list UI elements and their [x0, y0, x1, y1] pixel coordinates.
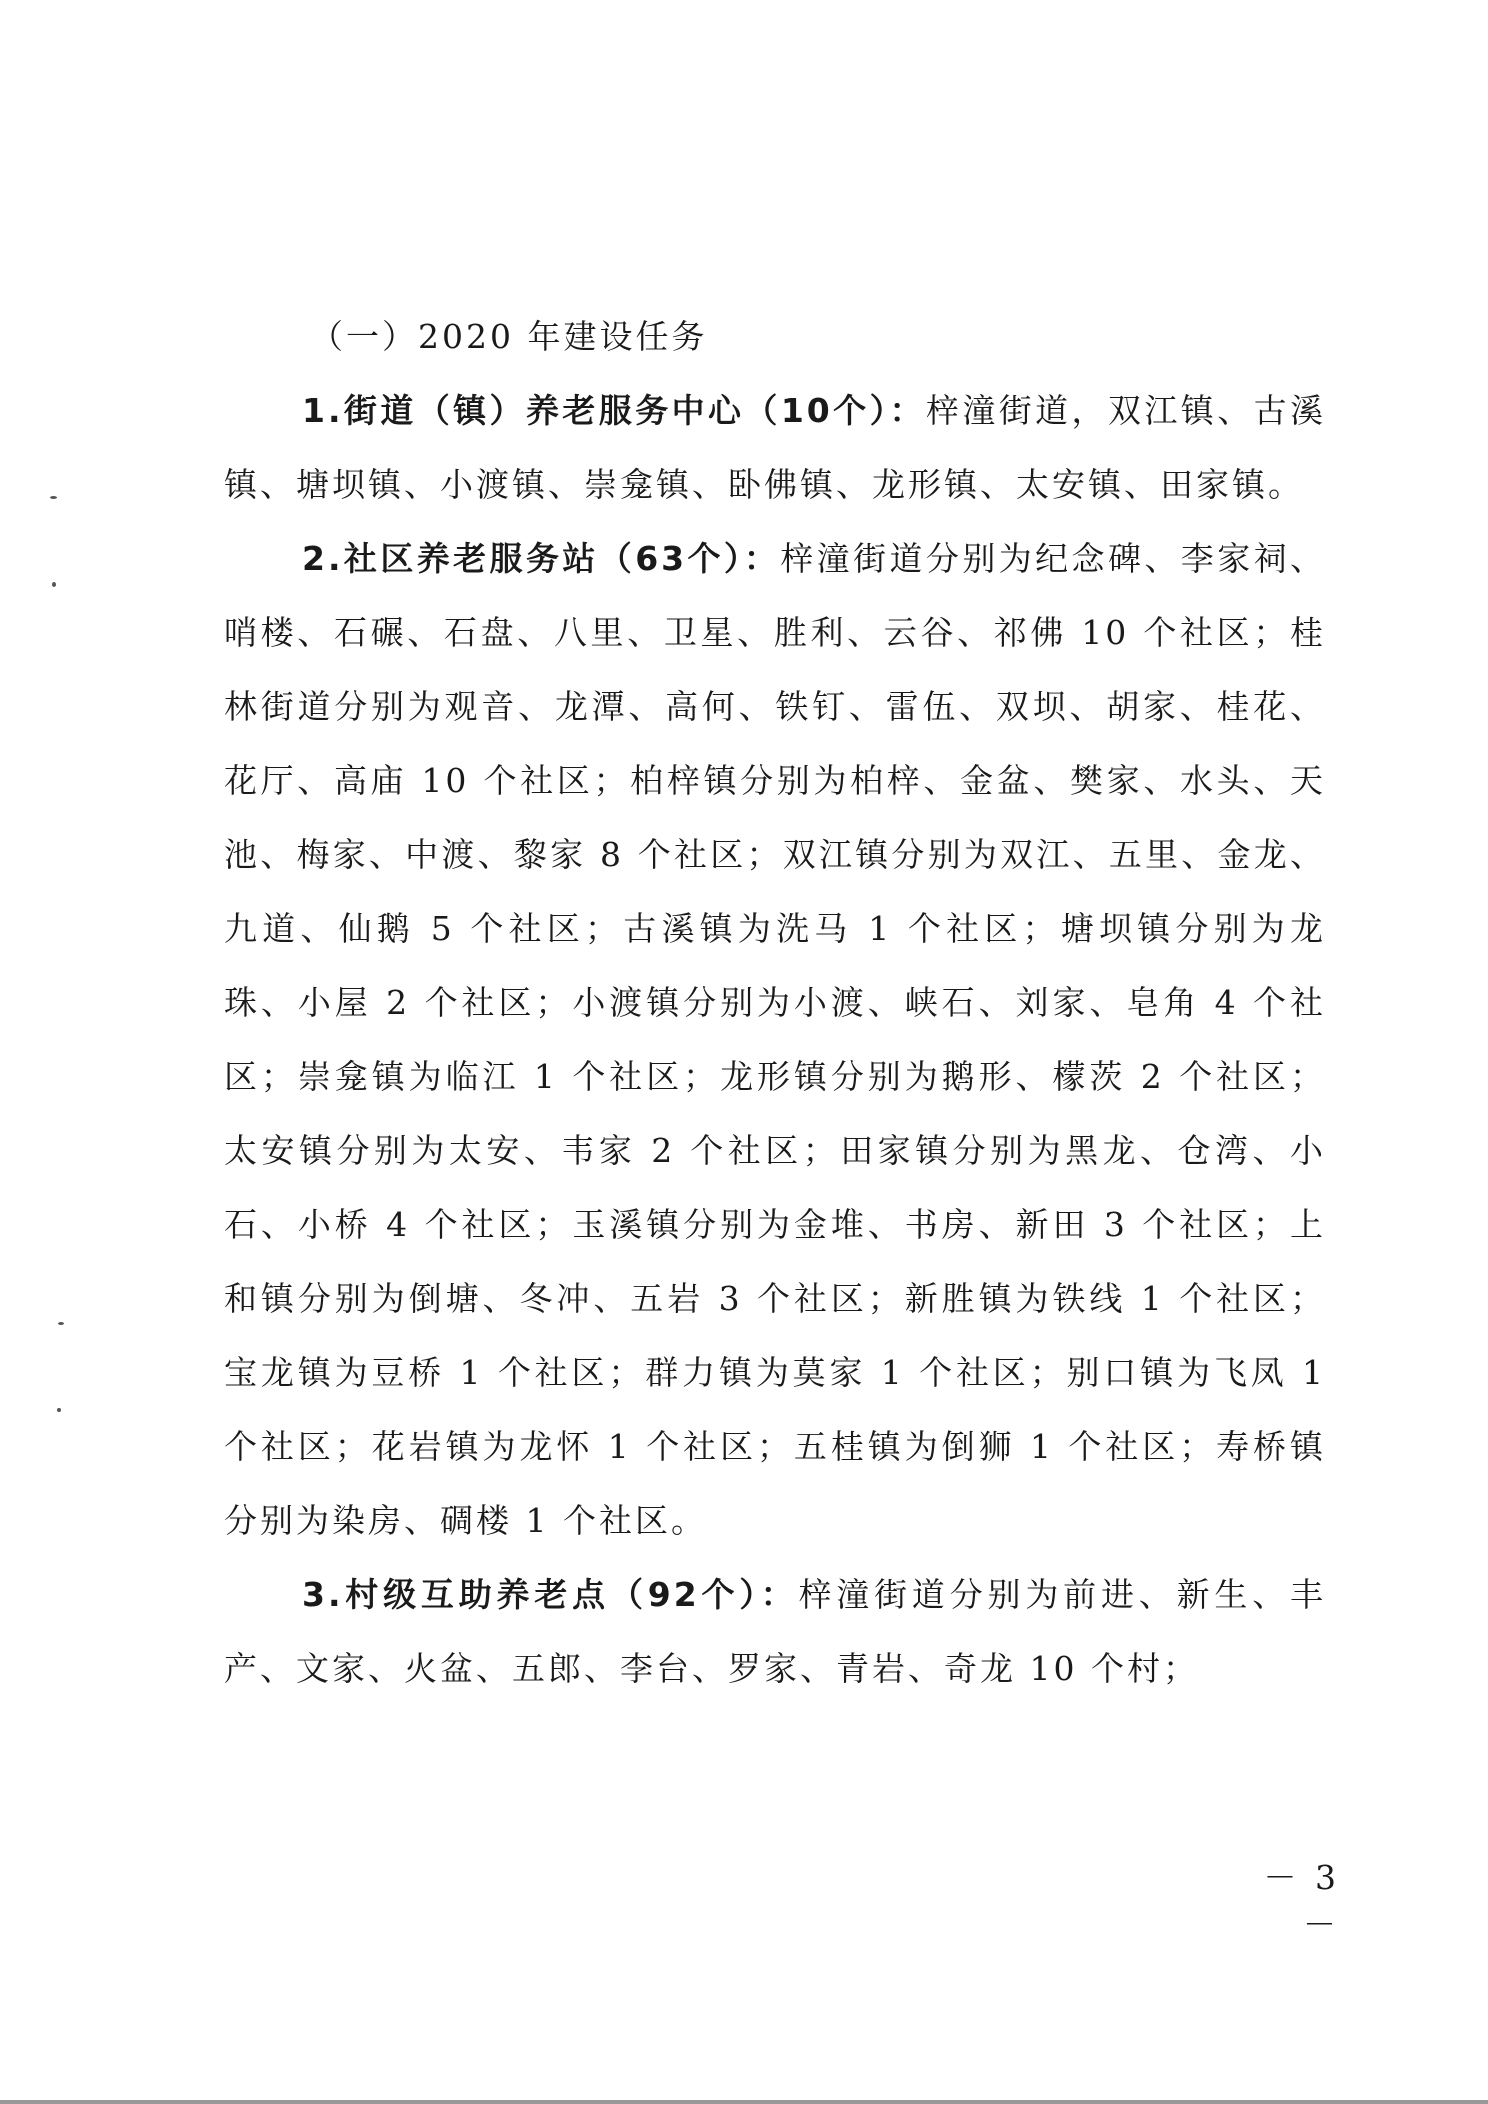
- item-text: 梓潼街道，双江镇、古溪镇、塘坝镇、小渡镇、崇龛镇、卧佛镇、龙形镇、太安镇、田家镇。: [224, 391, 1327, 504]
- paragraph-item-2: [224, 522, 1326, 1558]
- scan-speck: [57, 1408, 61, 1412]
- item-text: 梓潼街道分别为纪念碑、李家祠、哨楼、石碾、石盘、八里、卫星、胜利、云谷、祁佛 10 个社区；桂林街道分别为观音、龙潭、高何、铁钉、雷伍、双坝、胡家、桂花、花厅、高庙 10 个社区；柏梓镇分别为柏梓、金盆、樊家、水头、天池、梅家、中渡、黎家 8 个社区；双江镇分别为双江、五里、金龙、九道、仙鹅 5 个社区；古溪镇为洗马 1 个社区；塘坝镇分别为龙珠、小屋 2 个社区；小渡镇分别为小渡、峡石、刘家、皂角 4 个社区；崇龛镇为临江 1 个社区；龙形镇分别为鹅形、檬茨 2 个社区；太安镇分别为太安、韦家 2 个社区；田家镇分别为黑龙、仓湾、小石、小桥 4 个社区；玉溪镇分别为金堆、书房、新田 3 个社区；上和镇分别为倒塘、冬冲、五岩 3 个社区；新胜镇为铁线 1 个社区；宝龙镇为豆桥 1 个社区；群力镇为莫家 1 个社区；别口镇为飞凤 1 个社区；花岩镇为龙怀 1 个社区；五桂镇为倒狮 1 个社区；寿桥镇分别为染房、碉楼 1 个社区。: [224, 539, 1327, 1540]
- scan-speck: [50, 496, 57, 499]
- item-lead: 3.村级互助养老点（92个）：: [302, 1575, 799, 1614]
- paragraph-item-1: [224, 374, 1326, 522]
- scan-speck: [58, 1322, 64, 1325]
- section-heading: （一）2020 年建设任务: [310, 317, 708, 356]
- page-number: － 3 －: [1263, 1858, 1340, 1944]
- paragraph-item-3: [224, 1558, 1326, 1706]
- item-text: 梓潼街道分别为前进、新生、丰产、文家、火盆、五郎、李台、罗家、青岩、奇龙 10 个村；: [224, 1575, 1327, 1688]
- document-body: [224, 300, 1326, 1706]
- scan-speck: [52, 582, 56, 587]
- scan-edge: [0, 2100, 1488, 2104]
- item-lead: 2.社区养老服务站（63个）：: [302, 539, 781, 578]
- item-lead: 1.街道（镇）养老服务中心（10个）：: [302, 391, 926, 430]
